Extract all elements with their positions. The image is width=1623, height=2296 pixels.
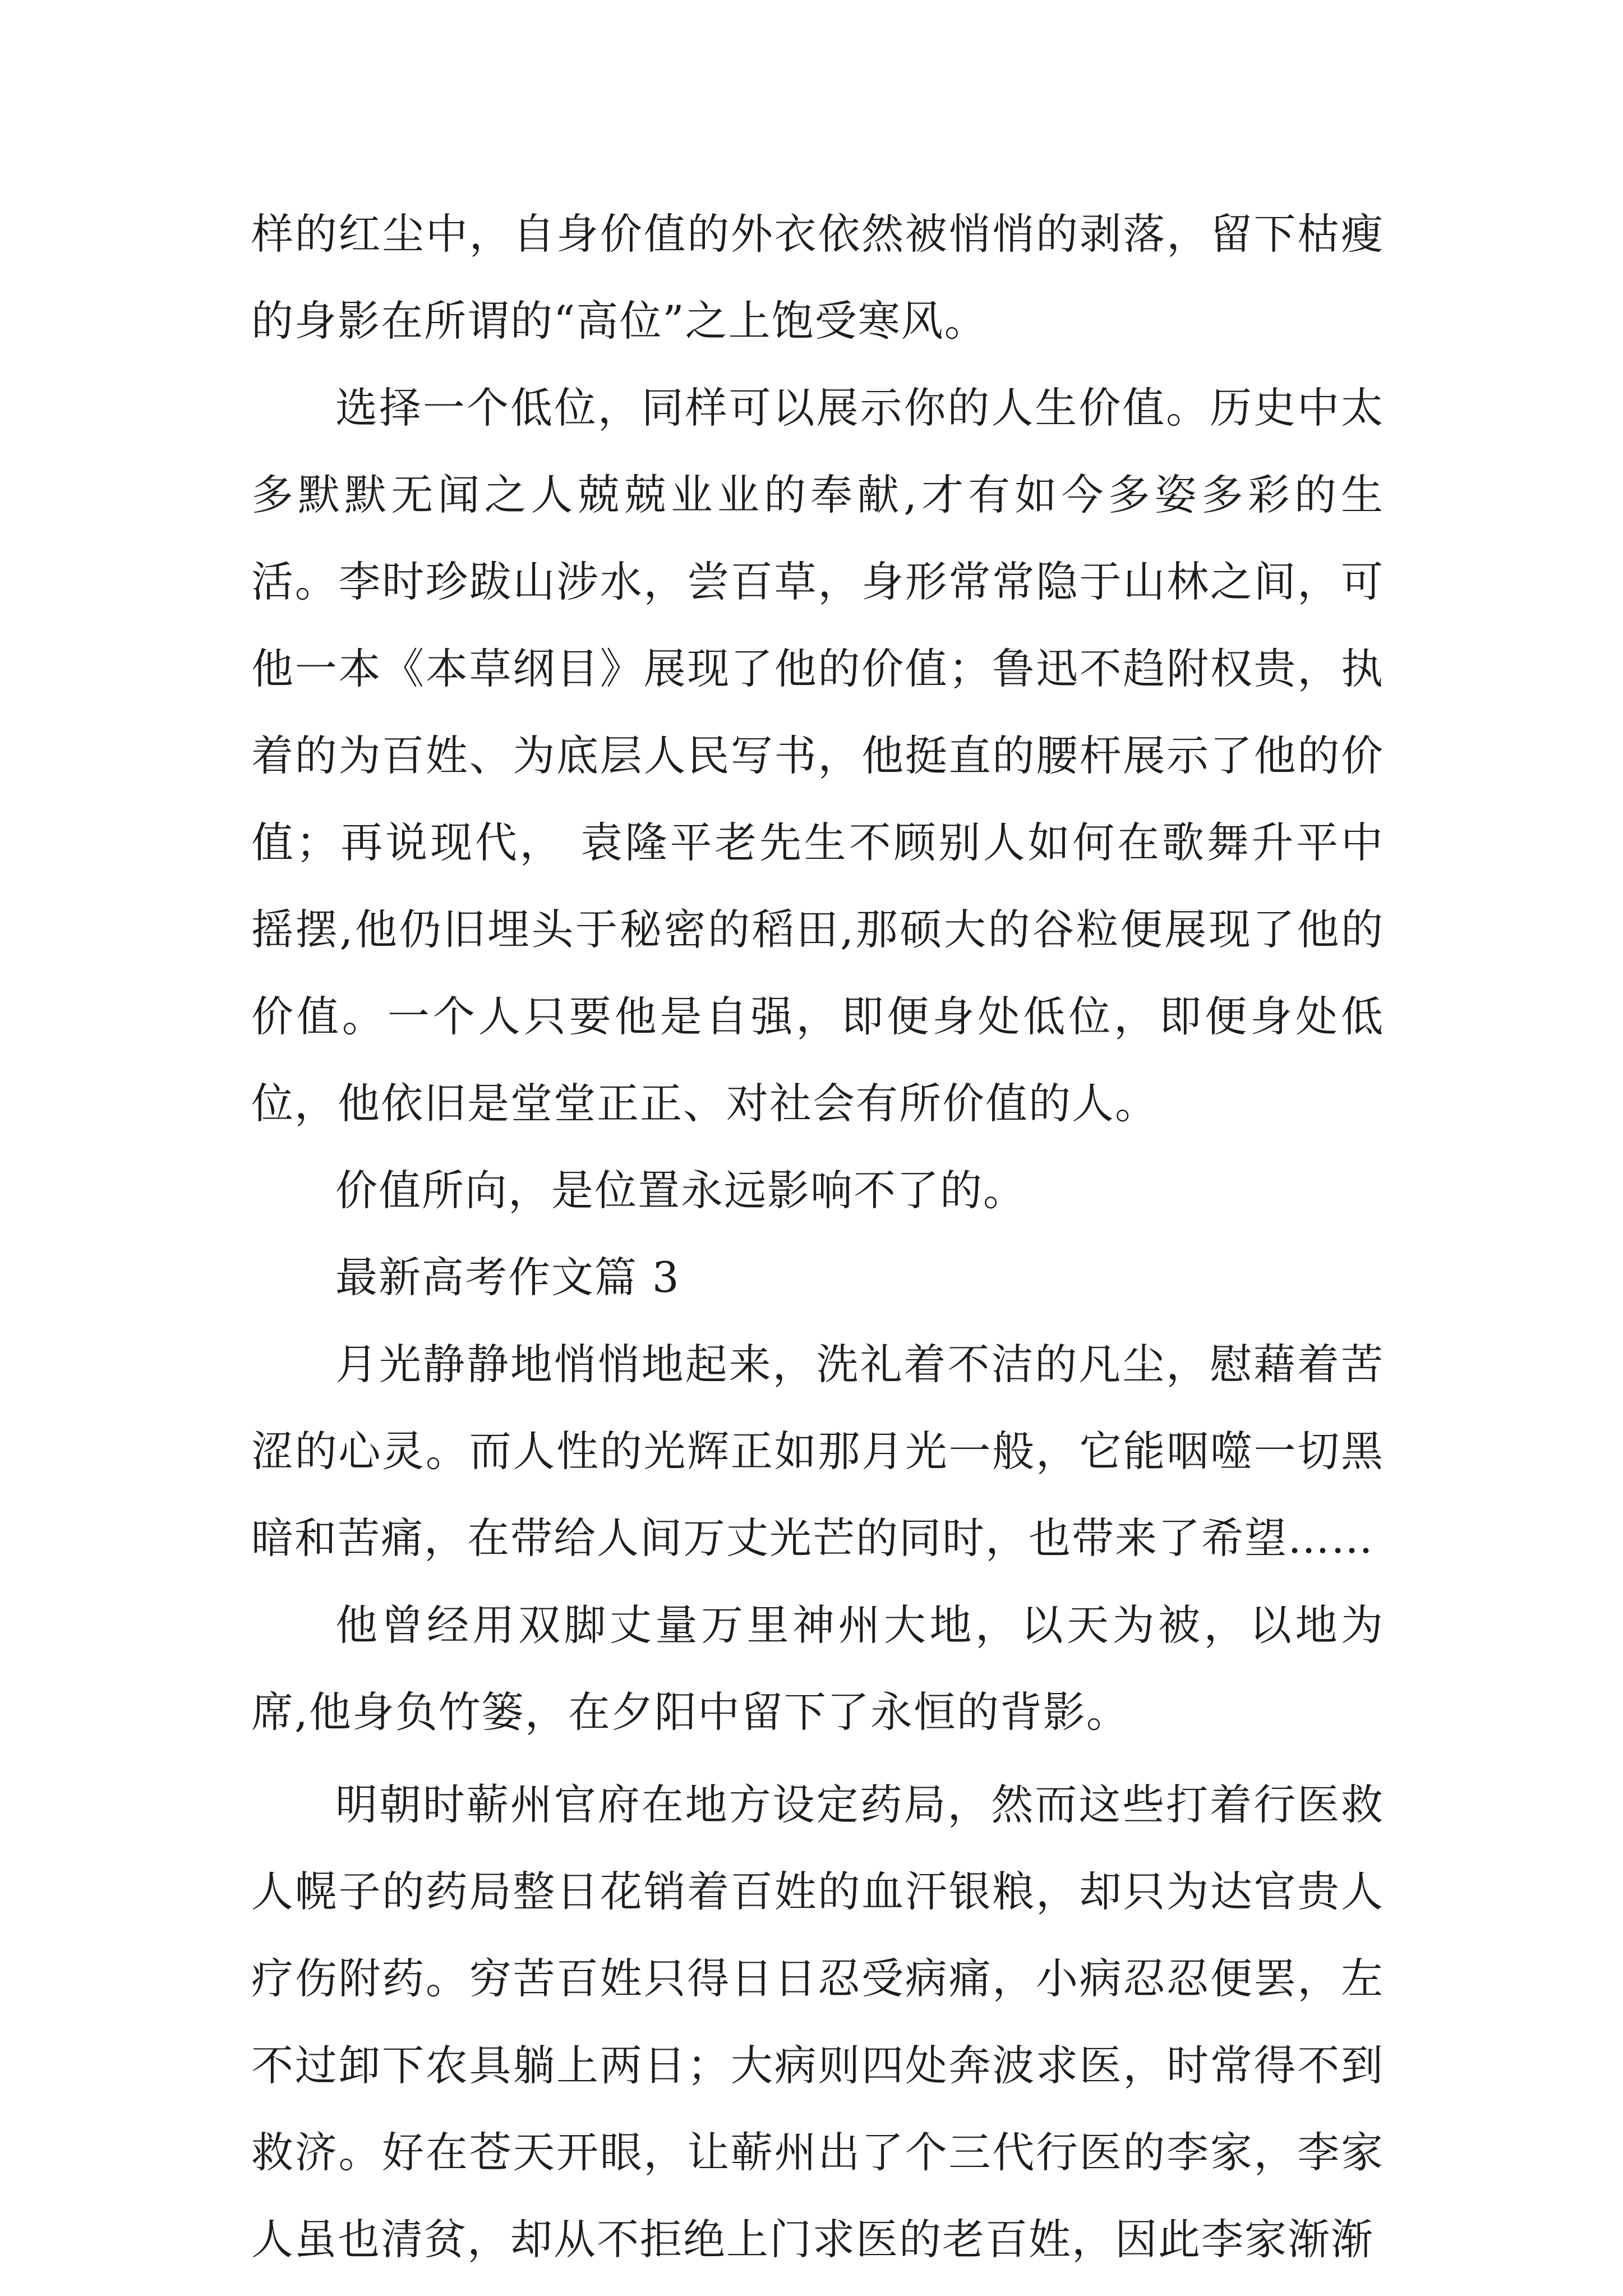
paragraph: 选择一个低位，同样可以展示你的人生价值。历史中太多默默无闻之人兢兢业业的奉献,才有如今多姿多彩的生活。李时珍跋山涉水，尝百草，身形常常隐于山林之间，可他一本《本草纲目》展现了他的价值；鲁迅不趋附权贵，执着的为百姓、为底层人民写书，他挺直的腰杆展示了他的价值；再说现代， 袁隆平老先生不顾别人如何在歌舞升平中摇摆,他仍旧埋头于秘密的稻田,那硕大的谷粒便展现了他的价值。一个人只要他是自强，即便身处低位，即便身处低位，他依旧是堂堂正正、对社会有所价值的人。 <box>251 383 1384 1128</box>
paragraph: 明朝时蕲州官府在地方设定药局，然而这些打着行医救人幌子的药局整日花销着百姓的血汗银粮，却只为达官贵人疗伤附药。穷苦百姓只得日日忍受病痛，小病忍忍便罢，左不过卸下农具躺上两日；大病则四处奔波求医，时常得不到救济。好在苍天开眼，让蕲州出了个三代行医的李家，李家人虽也清贫，却从不拒绝上门求医的老百姓，因此李家渐渐 <box>251 1780 1384 2264</box>
paragraph: 价值所向，是位置永远影响不了的。 <box>335 1166 1027 1215</box>
paragraph: 他曾经用双脚丈量万里神州大地，以天为被，以地为席,他身负竹篓，在夕阳中留下了永恒的背影。 <box>251 1600 1384 1737</box>
section-heading: 最新高考作文篇 3 <box>335 1253 680 1302</box>
paragraph-continuation: 样的红尘中，自身价值的外衣依然被悄悄的剥落，留下枯瘦的身影在所谓的“高位”之上饱受寒风。 <box>251 209 1384 346</box>
paragraph: 月光静静地悄悄地起来，洗礼着不洁的凡尘，慰藉着苦涩的心灵。而人性的光辉正如那月光一般，它能咽噬一切黑暗和苦痛，在带给人间万丈光芒的同时，也带来了希望…… <box>251 1340 1384 1563</box>
document-body <box>251 191 1384 2283</box>
